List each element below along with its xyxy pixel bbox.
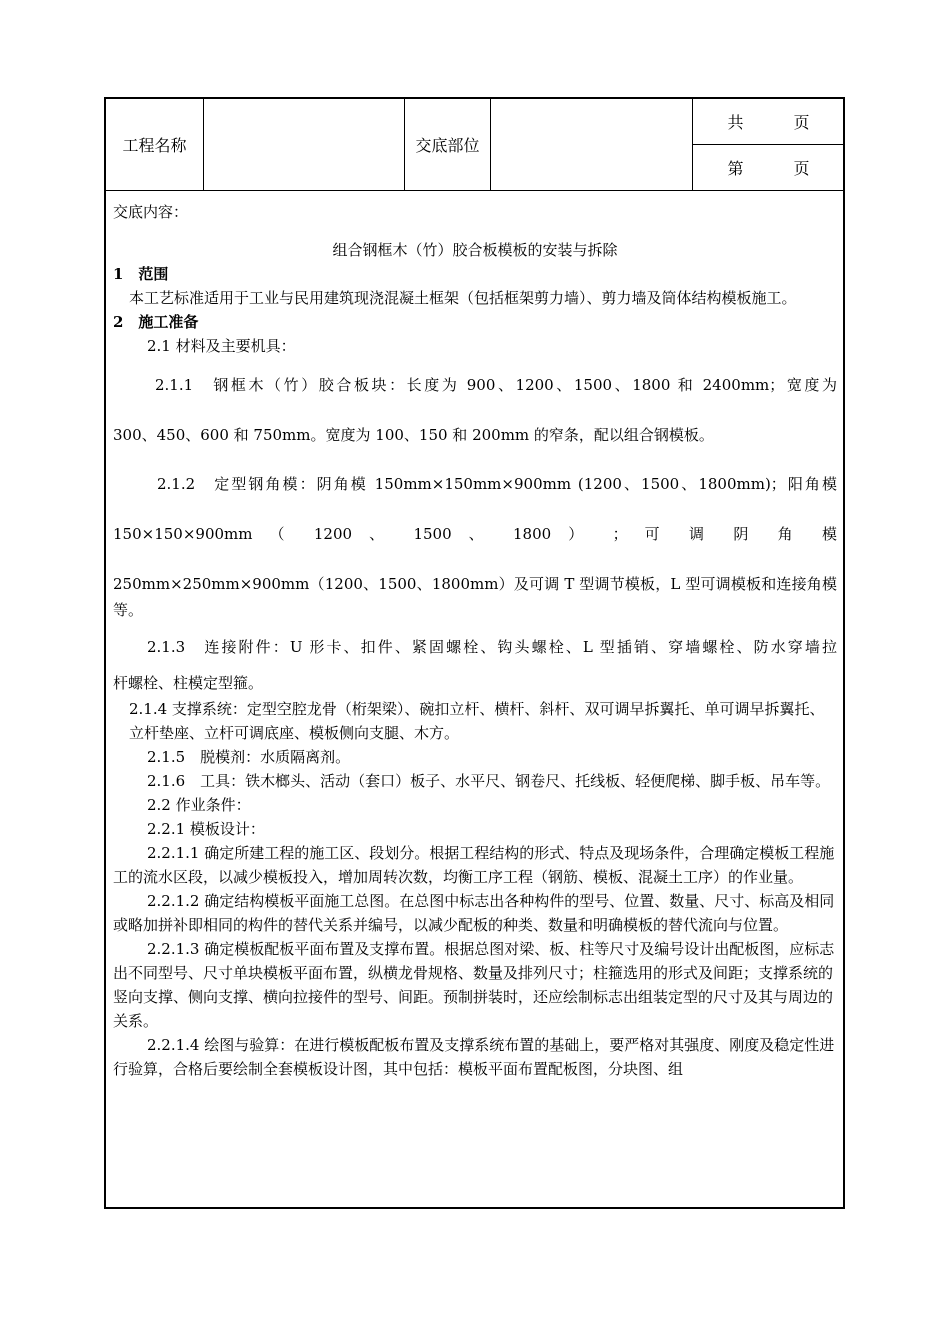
location-label: 交底部位 bbox=[415, 135, 480, 155]
header-bottom-line bbox=[105, 190, 844, 191]
item-2-2: 2.2 作业条件： bbox=[147, 796, 251, 814]
item-2-1-2-line3: 250mm×250mm×900mm（1200、1500、1800mm）及可调 T 型调节模板，L 型可调模板和连接角模 bbox=[113, 575, 837, 593]
item-2-1-2-line4: 等。 bbox=[113, 601, 144, 619]
section-1-text: 本工艺标准适用于工业与民用建筑现浇混凝土框架（包括框架剪力墙）、剪力墙及筒体结构模板施工。 bbox=[129, 289, 797, 307]
location-value[interactable] bbox=[491, 98, 692, 190]
item-2-1-1-line2: 300、450、600 和 750mm。宽度为 100、150 和 200mm 的窄条，配以组合钢模板。 bbox=[113, 426, 714, 444]
document-title: 组合钢框木（竹）胶合板模板的安装与拆除 bbox=[332, 241, 618, 259]
item-2-1-3-line2: 杆螺栓、柱模定型箍。 bbox=[113, 674, 264, 692]
item-2-1-5: 2.1.5 脱模剂：水质隔离剂。 bbox=[147, 748, 351, 766]
page-number-cell: 第 页 bbox=[727, 159, 810, 178]
item-2-1-6: 2.1.6 工具：铁木榔头、活动（套口）板子、水平尺、钢卷尺、托线板、轻便爬梯、脚手板、吊车等。 bbox=[147, 772, 831, 790]
item-2-1-2-line1: 2.1.2 定型钢角模：阴角模 150mm×150mm×900mm (1200、1500、1800mm)；阳角模 bbox=[157, 475, 837, 493]
section-2-1: 2.1 材料及主要机具： bbox=[147, 337, 296, 355]
item-2-2-1-4: 2.2.1.4 绘图与验算：在进行模板配板布置及支撑系统布置的基础上，要严格对其强度、刚度及稳定性进行验算，合格后要绘制全套模板设计图，其中包括：模板平面布置配板图，分块图、组 bbox=[113, 1036, 835, 1078]
section-1-heading: 1 范围 bbox=[113, 265, 169, 283]
project-name-value[interactable] bbox=[204, 98, 404, 190]
total-pages-cell: 共 页 bbox=[727, 112, 810, 132]
content-area bbox=[113, 200, 837, 1081]
item-2-2-1: 2.2.1 模板设计： bbox=[147, 820, 265, 838]
item-2-1-2-line2: 150×150×900mm （ 1200 、 1500 、 1800 ） ； 可 调 阴 角 模 bbox=[113, 525, 837, 543]
item-2-2-1-3: 2.2.1.3 确定模板配板平面布置及支撑布置。根据总图对梁、板、柱等尺寸及编号设计出配板图，应标志出不同型号、尺寸单块模板平面布置，纵横龙骨规格、数量及排列尺寸；柱箍选用的形式及间距；支撑系统的竖向支撑、侧向支撑、横向拉接件的型号、间距。预制拼装时，还应绘制标志出组装定型的尺寸及其与周边的关系。 bbox=[113, 940, 835, 1030]
section-2-heading: 2 施工准备 bbox=[113, 313, 199, 331]
item-2-1-4: 2.1.4 支撑系统：定型空腔龙骨（桁架梁）、碗扣立杆、横杆、斜杆、双可调早拆翼托、单可调早拆翼托、立杆垫座、立杆可调底座、模板侧向支腿、木方。 bbox=[129, 700, 825, 742]
project-name-label: 工程名称 bbox=[122, 135, 187, 155]
item-2-1-1-line1: 2.1.1 钢框木（竹）胶合板块：长度为 900、1200、1500、1800 和 2400mm；宽度为 bbox=[155, 376, 837, 394]
item-2-2-1-1: 2.2.1.1 确定所建工程的施工区、段划分。根据工程结构的形式、特点及现场条件，合理确定模板工程施工的流水区段，以减少模板投入，增加周转次数，均衡工序工程（钢筋、模板、混凝土工序）的作业量。 bbox=[113, 844, 835, 886]
item-2-2-1-2: 2.2.1.2 确定结构模板平面施工总图。在总图中标志出各种构件的型号、位置、数量、尺寸、标高及相同或略加拼补即相同的构件的替代关系并编号，以减少配板的种类、数量和明确模板的替代流向与位置。 bbox=[113, 892, 835, 934]
content-label: 交底内容： bbox=[113, 203, 189, 221]
item-2-1-3-line1: 2.1.3 连接附件：U 形卡、扣件、紧固螺栓、钩头螺栓、L 型插销、穿墙螺栓、防水穿墙拉 bbox=[147, 638, 837, 656]
